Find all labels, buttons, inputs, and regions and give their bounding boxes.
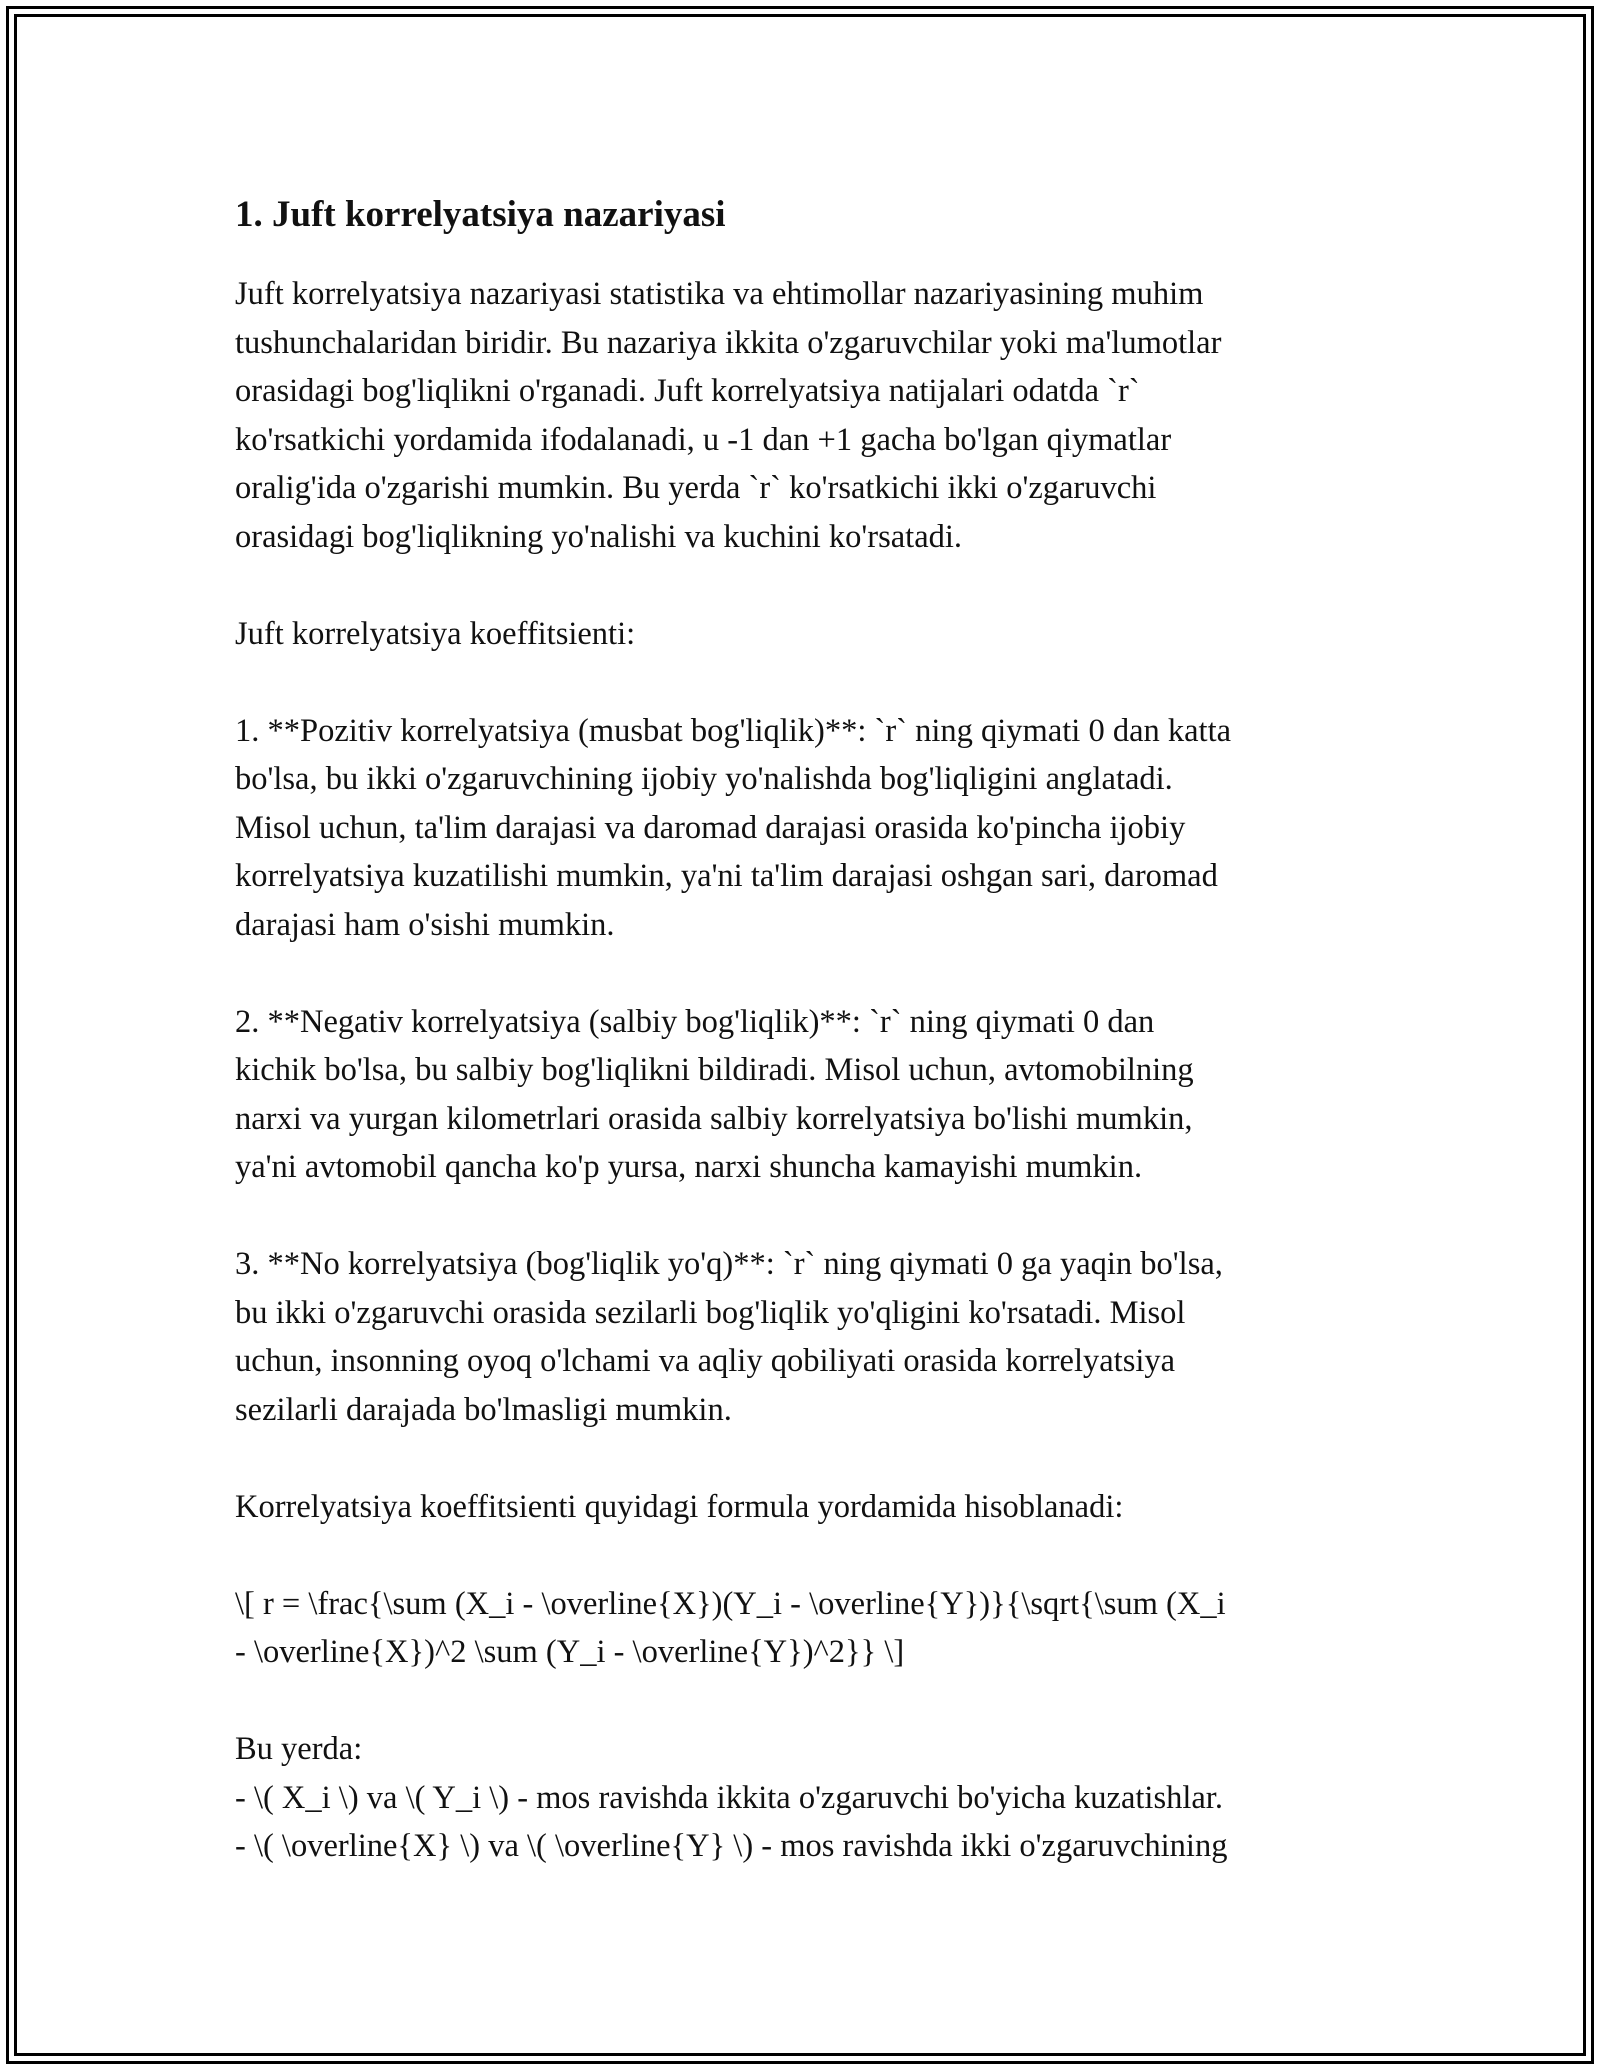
- paragraph-gap: [235, 561, 1375, 610]
- coefficient-heading: Juft korrelyatsiya koeffitsienti:: [235, 615, 636, 652]
- intro-paragraph: Juft korrelyatsiya nazariyasi statistika va ehtimollar nazariyasining muhim tushunchalaridan biridir. Bu nazariya ikkita o'zgaruvchilar yoki ma'lumotlar orasidagi bog'liqlikni o'rganadi. Juft korrelyatsiya natijalari odatda `r` ko'rsatkichi yordamida ifodalanadi, u -1 dan +1 gacha bo'lgan qiymatlar oralig'ida o'zgarishi mumkin. Bu yerda `r` ko'rsatkichi ikki o'zgaruvchi orasidagi bog'liqlikning yo'nalishi va kuchini ko'rsatadi.: [235, 276, 1222, 555]
- paragraph-gap: [235, 1192, 1375, 1241]
- paragraph-gap: [235, 1531, 1375, 1580]
- paragraph-gap: [235, 658, 1375, 707]
- document-title: 1. Juft korrelyatsiya nazariyasi: [235, 194, 726, 235]
- paragraph-gap: [235, 1434, 1375, 1483]
- list-item-none: 3. **No korrelyatsiya (bog'liqlik yo'q)**: `r` ning qiymati 0 ga yaqin bo'lsa, bu ikki o'zgaruvchi orasida sezilarli bog'liqlik yo'qligini ko'rsatadi. Misol uchun, insonning oyoq o'lchami va aqliy qobiliyati orasida korrelyatsiya sezilarli darajada bo'lmasligi mumkin.: [235, 1246, 1223, 1428]
- where-item-means: - \( \overline{X} \) va \( \overline{Y} \) - mos ravishda ikki o'zgaruvchining: [235, 1828, 1228, 1864]
- list-item-negative: 2. **Negativ korrelyatsiya (salbiy bog'liqlik)**: `r` ning qiymati 0 dan kichik bo'lsa, bu salbiy bog'liqlikni bildiradi. Misol uchun, avtomobilning narxi va yurgan kilometrlari orasida salbiy korrelyatsiya bo'lishi mumkin, ya'ni avtomobil qancha ko'p yursa, narxi shuncha kamayishi mumkin.: [235, 1003, 1194, 1185]
- where-item-observations: - \( X_i \) va \( Y_i \) - mos ravishda ikkita o'zgaruvchi bo'yicha kuzatishlar.: [235, 1779, 1223, 1816]
- formula-intro: Korrelyatsiya koeffitsienti quyidagi formula yordamida hisoblanadi:: [235, 1488, 1124, 1525]
- paragraph-gap: [235, 1677, 1375, 1726]
- where-heading: Bu yerda:: [235, 1731, 363, 1767]
- document-page: [235, 180, 1375, 1871]
- list-item-positive: 1. **Pozitiv korrelyatsiya (musbat bog'liqlik)**: `r` ning qiymati 0 dan katta bo'lsa, bu ikki o'zgaruvchining ijobiy yo'nalishda bog'liqligini anglatadi. Misol uchun, ta'lim darajasi va daromad darajasi orasida ko'pincha ijobiy korrelyatsiya kuzatilishi mumkin, ya'ni ta'lim darajasi oshgan sari, daromad darajasi ham o'sishi mumkin.: [235, 712, 1232, 943]
- paragraph-gap: [235, 949, 1375, 998]
- formula-text: \[ r = \frac{\sum (X_i - \overline{X})(Y_i - \overline{Y})}{\sqrt{\sum (X_i - \overline{X})^2 \sum (Y_i - \overline{Y})^2}} \]: [235, 1585, 1226, 1670]
